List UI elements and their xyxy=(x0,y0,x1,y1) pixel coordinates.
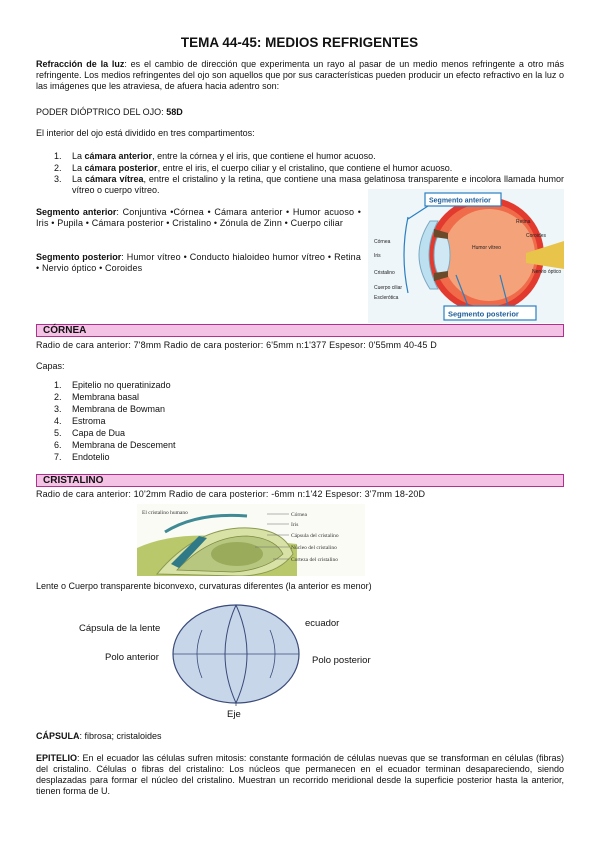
cristalino-figure xyxy=(137,504,365,576)
poder-value: 58D xyxy=(166,107,183,117)
poder-label: PODER DIÓPTRICO DEL OJO: xyxy=(36,107,167,117)
lens-diagram xyxy=(170,602,302,706)
label-ecuador: ecuador xyxy=(305,618,340,629)
eye-label-esclerotica: Esclerótica xyxy=(374,295,399,301)
eye-bottom-label: Segmento posterior xyxy=(448,309,519,319)
cristalino-figure-title: El cristalino humano xyxy=(142,510,188,516)
compartments-list xyxy=(54,150,564,174)
eye-label-coroides: Coroides xyxy=(526,233,547,239)
cristalino-label-corteza: Corteza del cristalino xyxy=(291,557,339,563)
segmento-posterior: Segmento posterior: Humor vítreo • Conducto hialoideo humor vítreo • Retina • Nervio óptico • Coroides xyxy=(36,252,361,273)
cornea-measures: Radio de cara anterior: 7'8mm Radio de cara posterior: 6'5mm n:1'377 Espesor: 0'55mm 40-45 D xyxy=(36,340,437,350)
compartment-item: 2. La cámara posterior, entre el iris, el cuerpo ciliar y el cristalino, que contiene el humor acuoso. xyxy=(54,163,453,173)
eye-diagram xyxy=(368,189,564,323)
capas-label: Capas: xyxy=(36,361,65,371)
cristalino-header: CRISTALINO xyxy=(36,474,564,487)
layer-item: 2. Membrana basal xyxy=(54,392,140,402)
label-polo-anterior: Polo anterior xyxy=(105,652,159,663)
epitelio-paragraph: EPITELIO: En el ecuador las células sufren mitosis: constante formación de células nuevas que se transforman en células (fibras) del cristalino. Células o fibras del cristalino: Los núcleos que permanecen en el ecuador terminan desapareciendo, siendo desplazadas para formar el núcleo del cristalino. Muestran un recorrido meridional desde la superficie posterior hasta la anterior, tienen forma de U. xyxy=(36,753,564,796)
layer-item: 6. Membrana de Descement xyxy=(54,440,176,450)
interior-text: El interior del ojo está dividido en tres compartimentos: xyxy=(36,128,255,138)
layer-item: 1. Epitelio no queratinizado xyxy=(54,380,171,390)
intro-term: Refracción de la luz xyxy=(36,59,125,69)
lente-text: Lente o Cuerpo transparente biconvexo, curvaturas diferentes (la anterior es menor) xyxy=(36,581,372,591)
layer-item: 7. Endotelio xyxy=(54,452,110,462)
eye-label-retina: Retina xyxy=(516,219,531,225)
cristalino-label-cornea: Córnea xyxy=(291,512,307,518)
eye-label-iris: Iris xyxy=(374,253,381,259)
cornea-header: CÓRNEA xyxy=(36,324,564,337)
layer-item: 4. Estroma xyxy=(54,416,106,426)
poder-dioptrico xyxy=(36,107,564,118)
intro-paragraph xyxy=(36,59,564,92)
cristalino-label-iris: Iris xyxy=(291,522,299,528)
eye-anatomy-figure xyxy=(368,189,564,323)
cristalino-measures: Radio de cara anterior: 10'2mm Radio de cara posterior: -6mm n:1'42 Espesor: 3'7mm 18-20D xyxy=(36,489,426,499)
eye-top-label: Segmento anterior xyxy=(429,197,491,205)
page-title: TEMA 44-45: MEDIOS REFRIGENTES xyxy=(180,35,419,50)
eye-label-cristalino: Cristalino xyxy=(374,270,395,276)
cristalino-label-capsula: Cápsula del cristalino xyxy=(291,533,339,539)
layer-item: 5. Capa de Dua xyxy=(54,428,126,438)
label-capsula-lente: Cápsula de la lente xyxy=(79,623,161,634)
label-polo-posterior: Polo posterior xyxy=(312,655,371,666)
intro-text: : es el cambio de dirección que experimenta un rayo al pasar de un medio menos refringente a otro más refringente. Los medios refringentes del ojo son aquellos que por sus características pueden producir un efecto refractivo en la luz o las imágenes que les atraviesa, de afuera hacia adentro son: xyxy=(36,59,564,91)
eye-label-cornea: Córnea xyxy=(374,239,391,245)
layer-item: 3. Membrana de Bowman xyxy=(54,404,166,414)
cristalino-label-nucleo: Núcleo del cristalino xyxy=(291,545,337,551)
compartment-item: 1. La cámara anterior, entre la córnea y el iris, que contiene el humor acuoso. xyxy=(54,151,376,161)
segmento-anterior: Segmento anterior: Conjuntiva •Córnea • Cámara anterior • Humor acuoso • Iris • Pupila • Cámara posterior • Cristalino • Zónula de Zinn • Cuerpo ciliar xyxy=(36,207,361,228)
eye-label-cuerpo-ciliar: Cuerpo ciliar xyxy=(374,285,403,291)
eye-label-nervio-optico: Nervio óptico xyxy=(532,269,562,275)
capsula-paragraph: CÁPSULA: fibrosa; cristaloides xyxy=(36,731,162,741)
eye-label-humor-vitreo: Humor vítreo xyxy=(472,245,501,251)
cristalino-diagram xyxy=(137,504,365,576)
cornea-layers-list xyxy=(54,379,354,463)
label-eje: Eje xyxy=(227,709,241,720)
